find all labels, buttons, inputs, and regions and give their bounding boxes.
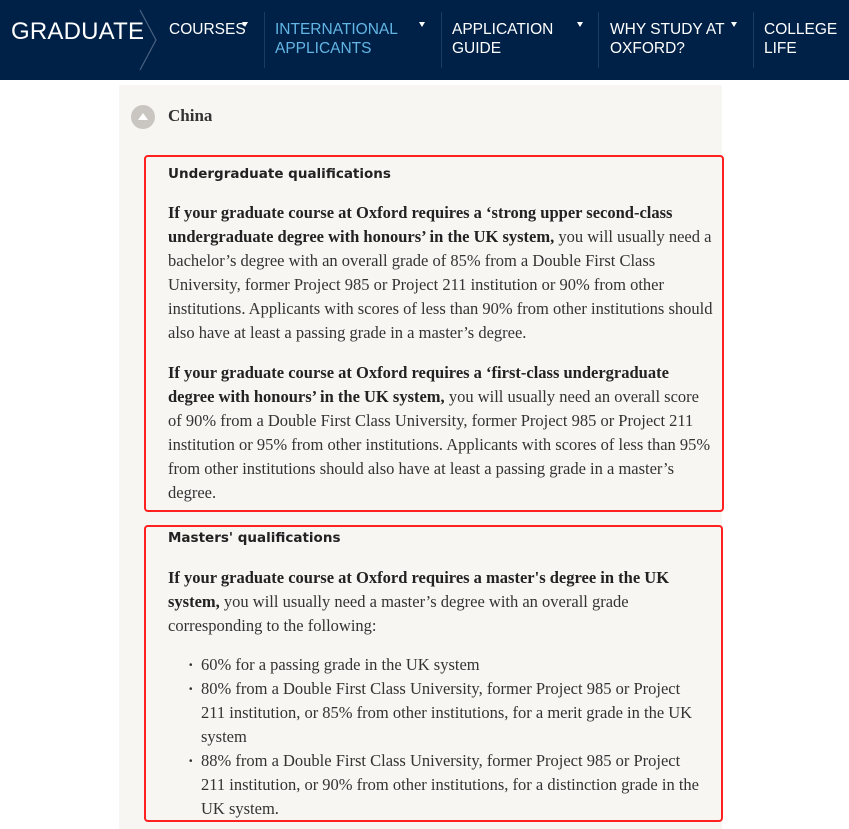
- nav-item-why-study-at-oxford[interactable]: [610, 20, 725, 58]
- emphasis-text: If your graduate course at Oxford requires a ‘strong upper second-class undergraduate degree with honours’ in the UK system,: [168, 203, 673, 246]
- chevron-up-icon[interactable]: [131, 105, 155, 129]
- nav-divider: [264, 12, 265, 68]
- nav-item-label: APPLICATION: [452, 21, 554, 38]
- accordion-title[interactable]: China: [168, 106, 213, 125]
- body-text: you will usually need an overall score of 90% from a Double First Class University, former Project 985 or Project 211 institution or 95% from other institutions. Applicants with scores of less than 95% from other institutions should also have at least a passing grade in a master’s degree.: [168, 387, 711, 502]
- nav-item-application-guide[interactable]: [452, 20, 553, 58]
- emphasis-text: If your graduate course at Oxford requires a master's degree in the UK system,: [168, 568, 670, 611]
- undergraduate-paragraph-2: [168, 361, 713, 505]
- undergraduate-heading: Undergraduate qualifications: [168, 166, 391, 182]
- masters-paragraph: [168, 566, 713, 638]
- nav-item-courses[interactable]: [169, 20, 246, 39]
- caret-down-icon[interactable]: [242, 22, 248, 27]
- caret-down-icon[interactable]: [577, 22, 583, 27]
- site-brand[interactable]: GRADUATE: [11, 18, 145, 45]
- breadcrumb-chevron-icon: [138, 8, 158, 72]
- emphasis-text: If your graduate course at Oxford requires a ‘first-class undergraduate degree with honours’ in the UK system,: [168, 363, 669, 406]
- nav-item-label: INTERNATIONAL: [275, 21, 398, 38]
- body-text: you will usually need a master’s degree with an overall grade corresponding to the following:: [168, 592, 629, 635]
- list-item: · 88% from a Double First Class University, former Project 985 or Project 211 institution, or 90% from other institutions, for a distinction grade in the UK system.: [186, 749, 706, 821]
- caret-down-icon[interactable]: [731, 22, 737, 27]
- list-item: · 60% for a passing grade in the UK system: [186, 653, 706, 677]
- nav-item-label: APPLICANTS: [275, 40, 372, 57]
- nav-item-label: COURSES: [169, 21, 246, 38]
- nav-item-international-applicants[interactable]: [275, 20, 398, 58]
- nav-divider: [753, 12, 754, 68]
- masters-grade-list: [186, 653, 706, 821]
- undergraduate-paragraph-1: [168, 201, 713, 345]
- nav-item-label: GUIDE: [452, 40, 502, 57]
- masters-heading: Masters' qualifications: [168, 530, 341, 546]
- nav-divider: [441, 12, 442, 68]
- caret-down-icon[interactable]: [419, 22, 425, 27]
- top-navigation: [0, 0, 849, 80]
- nav-item-label: LIFE: [764, 40, 797, 57]
- nav-divider: [598, 12, 599, 68]
- body-text: you will usually need a bachelor’s degree with an overall grade of 85% from a Double First Class University, former Project 985 or Project 211 institution or 90% from other institutions. Applicants with scores of less than 90% from other institutions should also have at least a passing grade in a master’s degree.: [168, 227, 713, 342]
- nav-item-college-life[interactable]: [764, 20, 837, 58]
- nav-item-label: COLLEGE: [764, 21, 838, 38]
- nav-item-label: WHY STUDY AT: [610, 21, 725, 38]
- nav-item-label: OXFORD?: [610, 40, 685, 57]
- list-item: · 80% from a Double First Class University, former Project 985 or Project 211 institution, or 85% from other institutions, for a merit grade in the UK system: [186, 677, 706, 749]
